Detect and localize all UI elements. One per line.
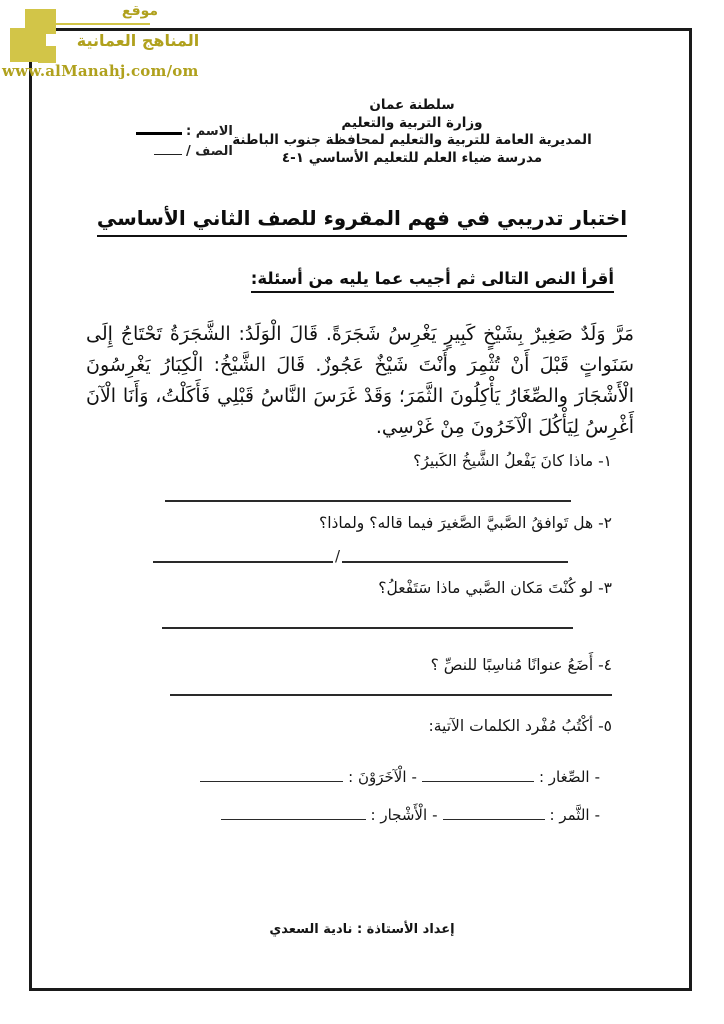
org-header-line-school: مدرسة ضياء العلم للتعليم الأساسي ١-٤ bbox=[281, 149, 543, 166]
reading-passage: مَرَّ وَلَدٌ صَغِيرٌ بِشَيْخٍ كَبِيرٍ يَغْرِسُ شَجَرَةً. قَالَ الْوَلَدُ: الشَّجَرَةُ تَحْتَاجُ إِلَى سَنَواتٍ قَبْلَ أَنْ تُثْمِرَ وأَنْتَ شَيْخٌ عَجُوزٌ. قَالَ الشَّيْخُ: الْكِبَارُ يَغْرِسُونَ الْأَشْجَارَ والصِّغَارُ يَأْكِلُونَ الثَّمَرَ؛ وَقَدْ غَرَسَ النَّاسُ قَبْلِي فَأَكَلْتُ، وَأَنَا الْآنَ أَغْرِسُ لِيَأْكُلَ الْآخَرُونَ مِنْ غَرْسِي. bbox=[86, 323, 634, 438]
logo-site-name: المناهج العمانية bbox=[76, 31, 200, 50]
question-5: ٥- أكْتُبُ مُفْرد الكلمات الآتية: bbox=[428, 717, 612, 735]
vocab-blank-line bbox=[221, 819, 366, 820]
logo-accent-line bbox=[55, 23, 150, 25]
question-2: ٢- هل تَوافقُ الصَّبيَّ الصَّغيرَ فيما قاله؟ ولماذا؟ bbox=[318, 514, 612, 532]
answer-line-4 bbox=[170, 694, 612, 696]
question-1: ١- ماذا كانَ يَفْعلُ الشَّيخُ الكَبيرُ؟ bbox=[413, 452, 612, 470]
vocab-word-alashjar: الْأَشْجار : bbox=[370, 806, 428, 824]
answer-line-1 bbox=[165, 500, 571, 502]
instruction-row bbox=[251, 269, 614, 293]
answer-line-2-separator: / bbox=[334, 547, 340, 565]
vocab-row-1 bbox=[200, 768, 600, 786]
class-field bbox=[136, 139, 233, 159]
question-4: ٤- أَضَعُ عنوانًا مُناسِبًا للنصِّ ؟ bbox=[430, 656, 612, 674]
answer-line-2 bbox=[153, 549, 568, 563]
vocab-blank-line bbox=[422, 781, 534, 782]
logo-site-word: موقع bbox=[121, 3, 159, 19]
list-dash: - bbox=[594, 768, 600, 786]
vocab-word-althamar: الثَّمر : bbox=[549, 806, 590, 824]
list-dash: - bbox=[432, 806, 438, 824]
name-label: الاسم : bbox=[186, 124, 233, 139]
vocab-blank-line bbox=[443, 819, 545, 820]
vocab-word-alsighar: الصِّغار : bbox=[538, 768, 590, 786]
name-blank-line bbox=[136, 132, 182, 135]
list-dash: - bbox=[594, 806, 600, 824]
student-fields bbox=[136, 119, 233, 159]
prepared-by-credit: إعداد الأستاذة : نادية السعدي bbox=[269, 922, 455, 937]
class-label: الصف / bbox=[185, 144, 233, 159]
title-row bbox=[0, 206, 724, 237]
org-header-line-directorate: المديرية العامة للتربية والتعليم لمحافظة جنوب الباطنة bbox=[232, 132, 592, 148]
page-border-frame bbox=[29, 28, 692, 991]
vocab-blank-line bbox=[200, 781, 343, 782]
answer-line-2-segment-right bbox=[342, 549, 568, 563]
page-title: اختبار تدريبي في فهم المقروء للصف الثاني الأساسي bbox=[97, 206, 627, 237]
vocab-word-alakharoon: الْآخَرَوْنَ : bbox=[348, 768, 407, 786]
answer-line-2-segment-left bbox=[153, 549, 333, 563]
class-blank-line bbox=[154, 154, 182, 155]
vocab-row-2 bbox=[221, 806, 601, 824]
org-header-line-country: سلطنة عمان bbox=[369, 97, 455, 113]
question-3: ٣- لو كُنْتَ مَكان الصَّبي ماذا سَتَفْعلُ؟ bbox=[378, 579, 612, 597]
answer-line-3 bbox=[162, 627, 573, 629]
instruction-text: أقرأ النص التالى ثم أجيب عما يليه من أسئلة: bbox=[251, 269, 614, 293]
list-dash: - bbox=[411, 768, 417, 786]
org-header bbox=[200, 97, 624, 167]
site-url-link[interactable]: www.alManahj.com/om bbox=[2, 62, 199, 80]
org-header-line-ministry: وزارة التربية والتعليم bbox=[341, 114, 483, 131]
name-field bbox=[136, 119, 233, 139]
logo-block-icon bbox=[38, 46, 56, 63]
